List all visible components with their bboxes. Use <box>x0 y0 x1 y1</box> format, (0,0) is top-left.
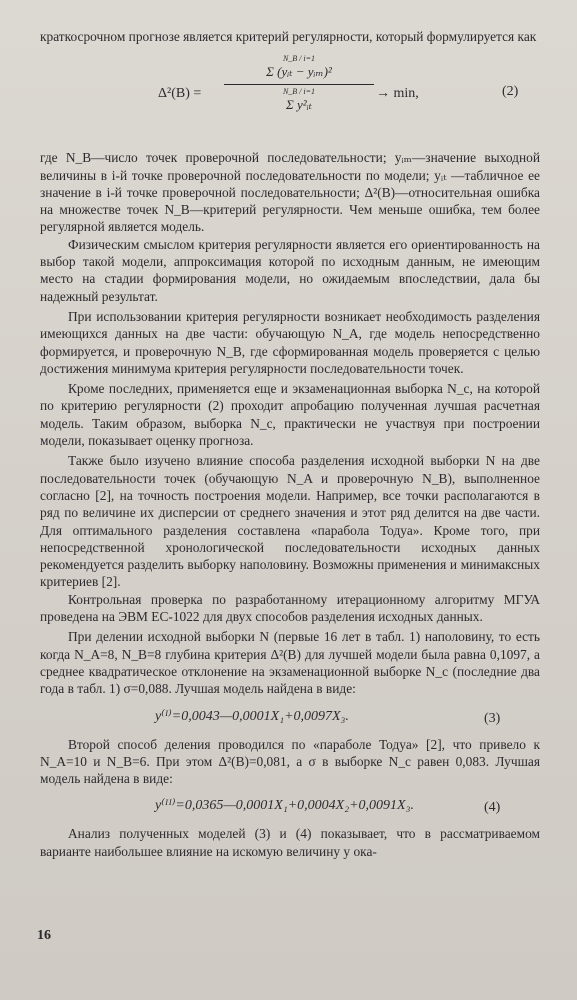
formula-2-num-limits: N_B / i=1 <box>282 54 316 64</box>
paragraph-where: где N_B—число точек проверочной последовательности; yᵢₘ—значение выходной величины в i-й точке проверочной последовательности по модели; yᵢₜ —табличное ее значение в i-й точке проверочной последовательности; Δ²(B)—относительная ошибка на множестве точек N_B—критерий регулярности. Чем меньше ошибка, тем более регулярной является модель. <box>40 150 540 235</box>
paragraph-also: Также было изучено влияние способа разделения исходной выборки N на две последовательности точек (обучающую N_A и проверочную N_B), выполненное согласно [2], на точность построения модели. Например, все точки располагаются в ряд по величине их дисперсии от среднего значения и этот ряд делится на две части. Для оптимального разделения составлена «парабола Тодуа». Кроме того, при непосредственной хронологической последовательности исходных данных рекомендуется разделить выборку наполовину. Возможны применения и минимаксных критериев [2]. <box>40 453 540 590</box>
equation-4-body: y⁽ᴵᴵ⁾=0,0365—0,0001X₁+0,0004X₂+0,0091X₃. <box>155 798 414 814</box>
page-number: 16 <box>37 928 51 943</box>
paragraph-division: При делении исходной выборки N (первые 16 лет в табл. 1) наполовину, то есть когда N_A=8, N_B=8 глубина критерия Δ²(B) для лучшей модели была равна 0,1097, а среднее квадратическое отклонение на экзаменационной выборке N_c (последние два года в табл. 1) σ=0,088. Лучшая модель найдена в виде: <box>40 629 540 697</box>
formula-2-numerator: Σ (yᵢₜ − yᵢₘ)² <box>266 64 332 80</box>
paragraph-control: Контрольная проверка по разработанному итерационному алгоритму МГУА проведена на ЭВМ ЕС-1022 для двух способов разделения исходных данных. <box>40 591 540 625</box>
equation-3 <box>40 702 540 732</box>
formula-2-lhs: Δ²(B) = <box>158 86 202 102</box>
paragraph-physical: Физическим смыслом критерия регулярности является его ориентированность на выбор такой модели, аппроксимация которой по исходным данным, не имеющим место на стадии формирования модели, но ожидаемым впоследствии, дала бы надежный результат. <box>40 236 540 304</box>
equation-4 <box>40 791 540 821</box>
fraction-bar <box>224 84 374 85</box>
paragraph-analysis: Анализ полученных моделей (3) и (4) показывает, что в рассматриваемом варианте наибольшее влияние на искомую величину y ока- <box>40 826 540 859</box>
paragraph-besides: Кроме последних, применяется еще и экзаменационная выборка N_c, на которой по критерию регулярности (2) проходит апробацию полученная лучшая расчетная модель. Таким образом, выборка N_c, практически не участвуя при построении модели, показывает оценку прогноза. <box>40 381 540 449</box>
equation-3-body: y⁽ᴵ⁾=0,0043—0,0001X₁+0,0097X₃. <box>155 708 349 724</box>
formula-2-rhs: → min, <box>376 86 419 102</box>
equation-4-number: (4) <box>484 800 501 816</box>
equation-3-number: (3) <box>484 710 501 726</box>
formula-2-fraction <box>224 55 374 113</box>
formula-2-den-limits: N_B / i=1 <box>282 86 316 96</box>
formula-2 <box>40 47 540 147</box>
formula-2-number: (2) <box>502 84 519 100</box>
paragraph-usage: При использовании критерия регулярности возникает необходимость разделения имеющихся данных на две части: обучающую N_A, где модель непосредственно формируется, и проверочную N_B, где сформированная модель проверяется с целью достижения минимума критерия регулярности последовательности точек. <box>40 308 540 376</box>
paragraph-intro: краткосрочном прогнозе является критерий регулярности, который формулируется как <box>40 29 537 44</box>
formula-2-denominator: Σ y²ᵢₜ <box>286 96 312 112</box>
paragraph-second: Второй способ деления проводился по «параболе Тодуа» [2], что привело к N_A=10 и N_B=6. При этом Δ²(B)=0,081, а σ в выборке N_c равен 0,083. Лучшая модель найдена в виде: <box>40 736 540 787</box>
text-column <box>40 28 540 860</box>
